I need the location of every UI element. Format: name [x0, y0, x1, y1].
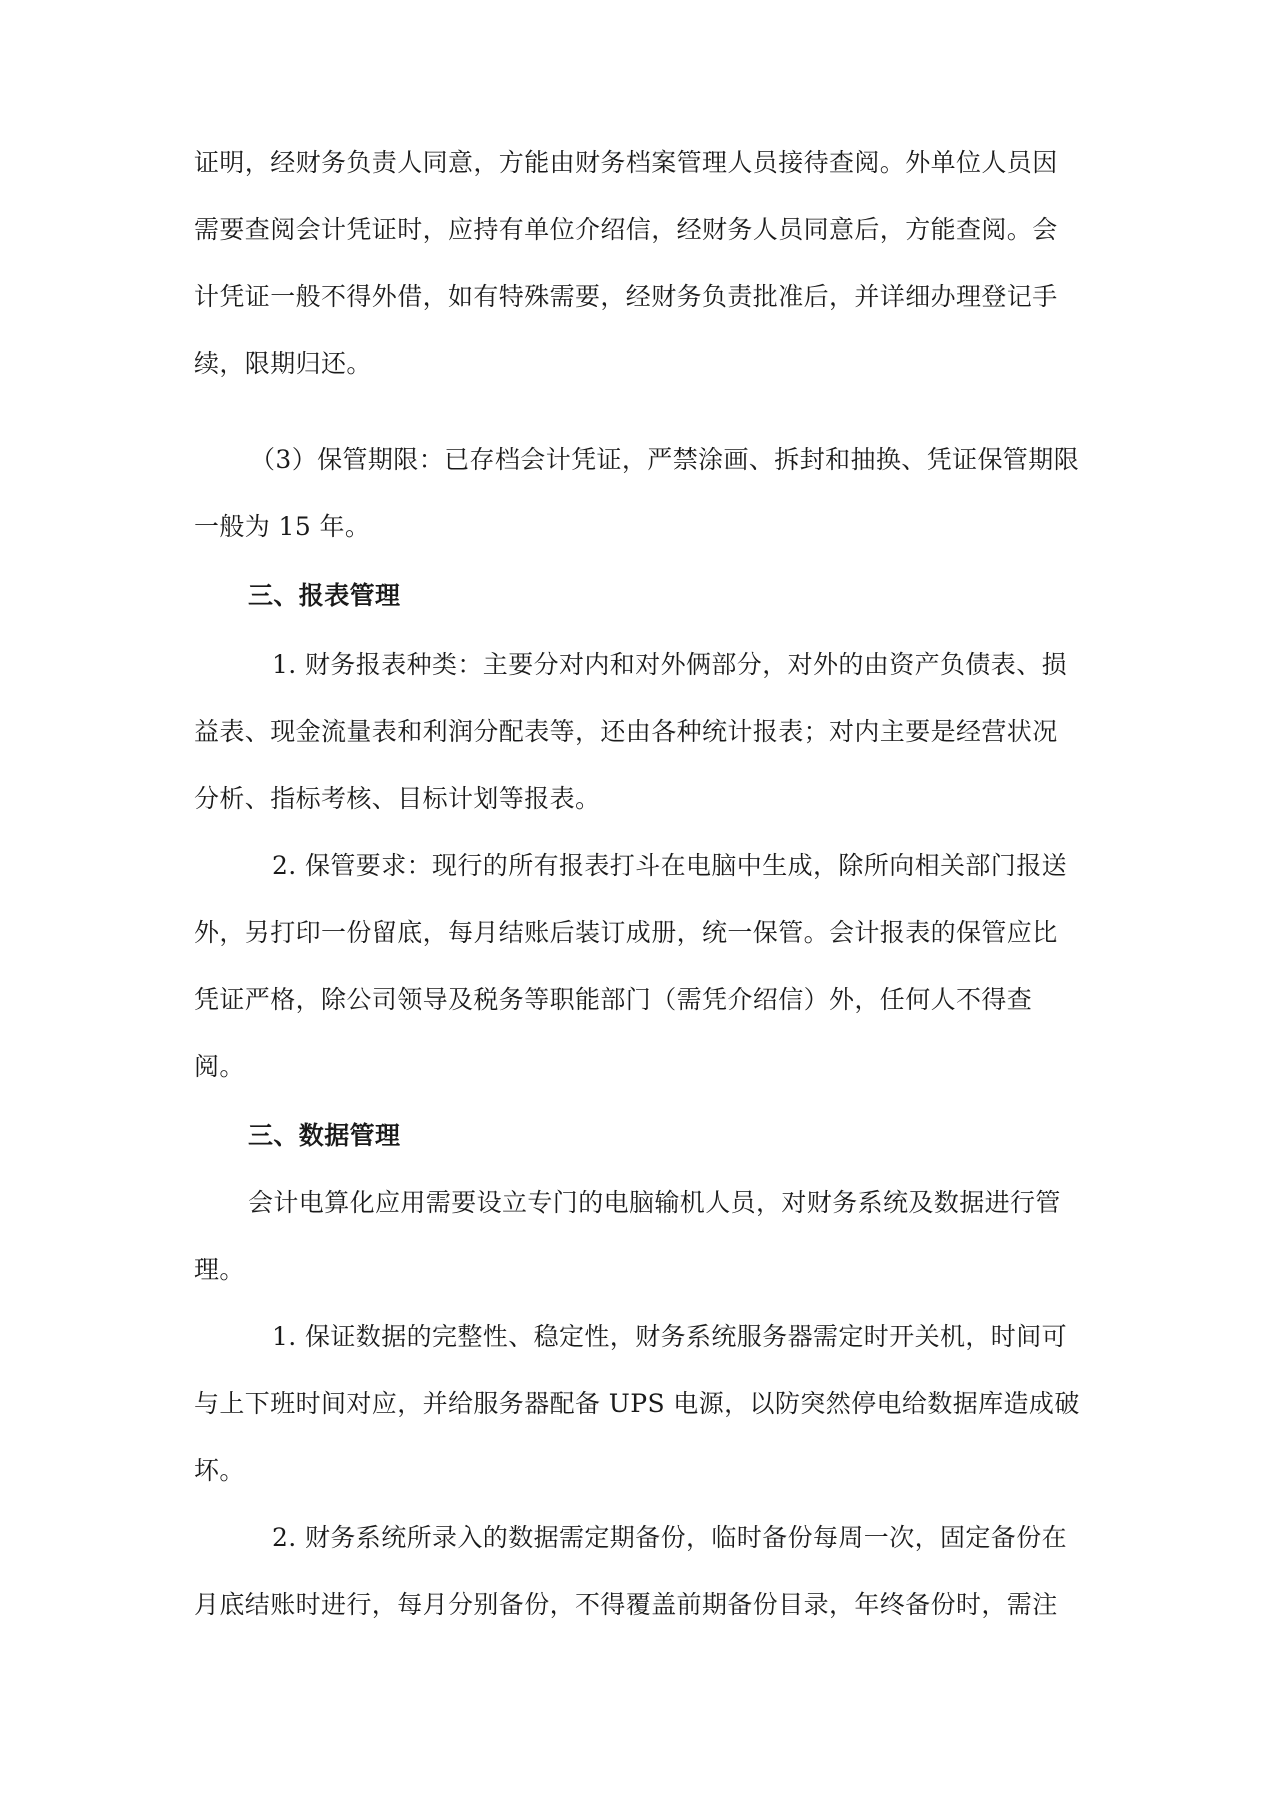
- body-line: 理。: [194, 1255, 245, 1284]
- body-line: 1. 保证数据的完整性、稳定性，财务系统服务器需定时开关机，时间可: [272, 1322, 1068, 1351]
- body-line: 与上下班时间对应，并给服务器配备 UPS 电源，以防突然停电给数据库造成破: [194, 1389, 1080, 1418]
- body-line: 2. 财务系统所录入的数据需定期备份，临时备份每周一次，固定备份在: [272, 1523, 1068, 1552]
- body-line: 益表、现金流量表和利润分配表等，还由各种统计报表；对内主要是经营状况: [194, 717, 1058, 746]
- body-line: （3）保管期限：已存档会计凭证，严禁涂画、拆封和抽换、凭证保管期限: [250, 445, 1080, 474]
- body-line: 外，另打印一份留底，每月结账后装订成册，统一保管。会计报表的保管应比: [194, 918, 1058, 947]
- body-line: 计凭证一般不得外借，如有特殊需要，经财务负责批准后，并详细办理登记手: [194, 282, 1058, 311]
- body-line: 2. 保管要求：现行的所有报表打斗在电脑中生成，除所向相关部门报送: [272, 851, 1068, 880]
- body-line: 凭证严格，除公司领导及税务等职能部门（需凭介绍信）外，任何人不得查: [194, 985, 1033, 1014]
- body-line: 阅。: [194, 1052, 245, 1081]
- body-line: 需要查阅会计凭证时，应持有单位介绍信，经财务人员同意后，方能查阅。会: [194, 215, 1058, 244]
- body-line: 一般为 15 年。: [194, 512, 371, 541]
- section-heading: 三、数据管理: [248, 1121, 401, 1150]
- body-line: 坏。: [194, 1456, 245, 1485]
- body-line: 月底结账时进行，每月分别备份，不得覆盖前期备份目录，年终备份时，需注: [194, 1590, 1058, 1619]
- body-line: 分析、指标考核、目标计划等报表。: [194, 784, 601, 813]
- body-line: 会计电算化应用需要设立专门的电脑输机人员，对财务系统及数据进行管: [248, 1188, 1061, 1217]
- body-line: 1. 财务报表种类：主要分对内和对外俩部分，对外的由资产负债表、损: [272, 650, 1068, 679]
- body-line: 续，限期归还。: [194, 349, 372, 378]
- body-line: 证明，经财务负责人同意，方能由财务档案管理人员接待查阅。外单位人员因: [194, 148, 1058, 177]
- section-heading: 三、报表管理: [248, 581, 401, 610]
